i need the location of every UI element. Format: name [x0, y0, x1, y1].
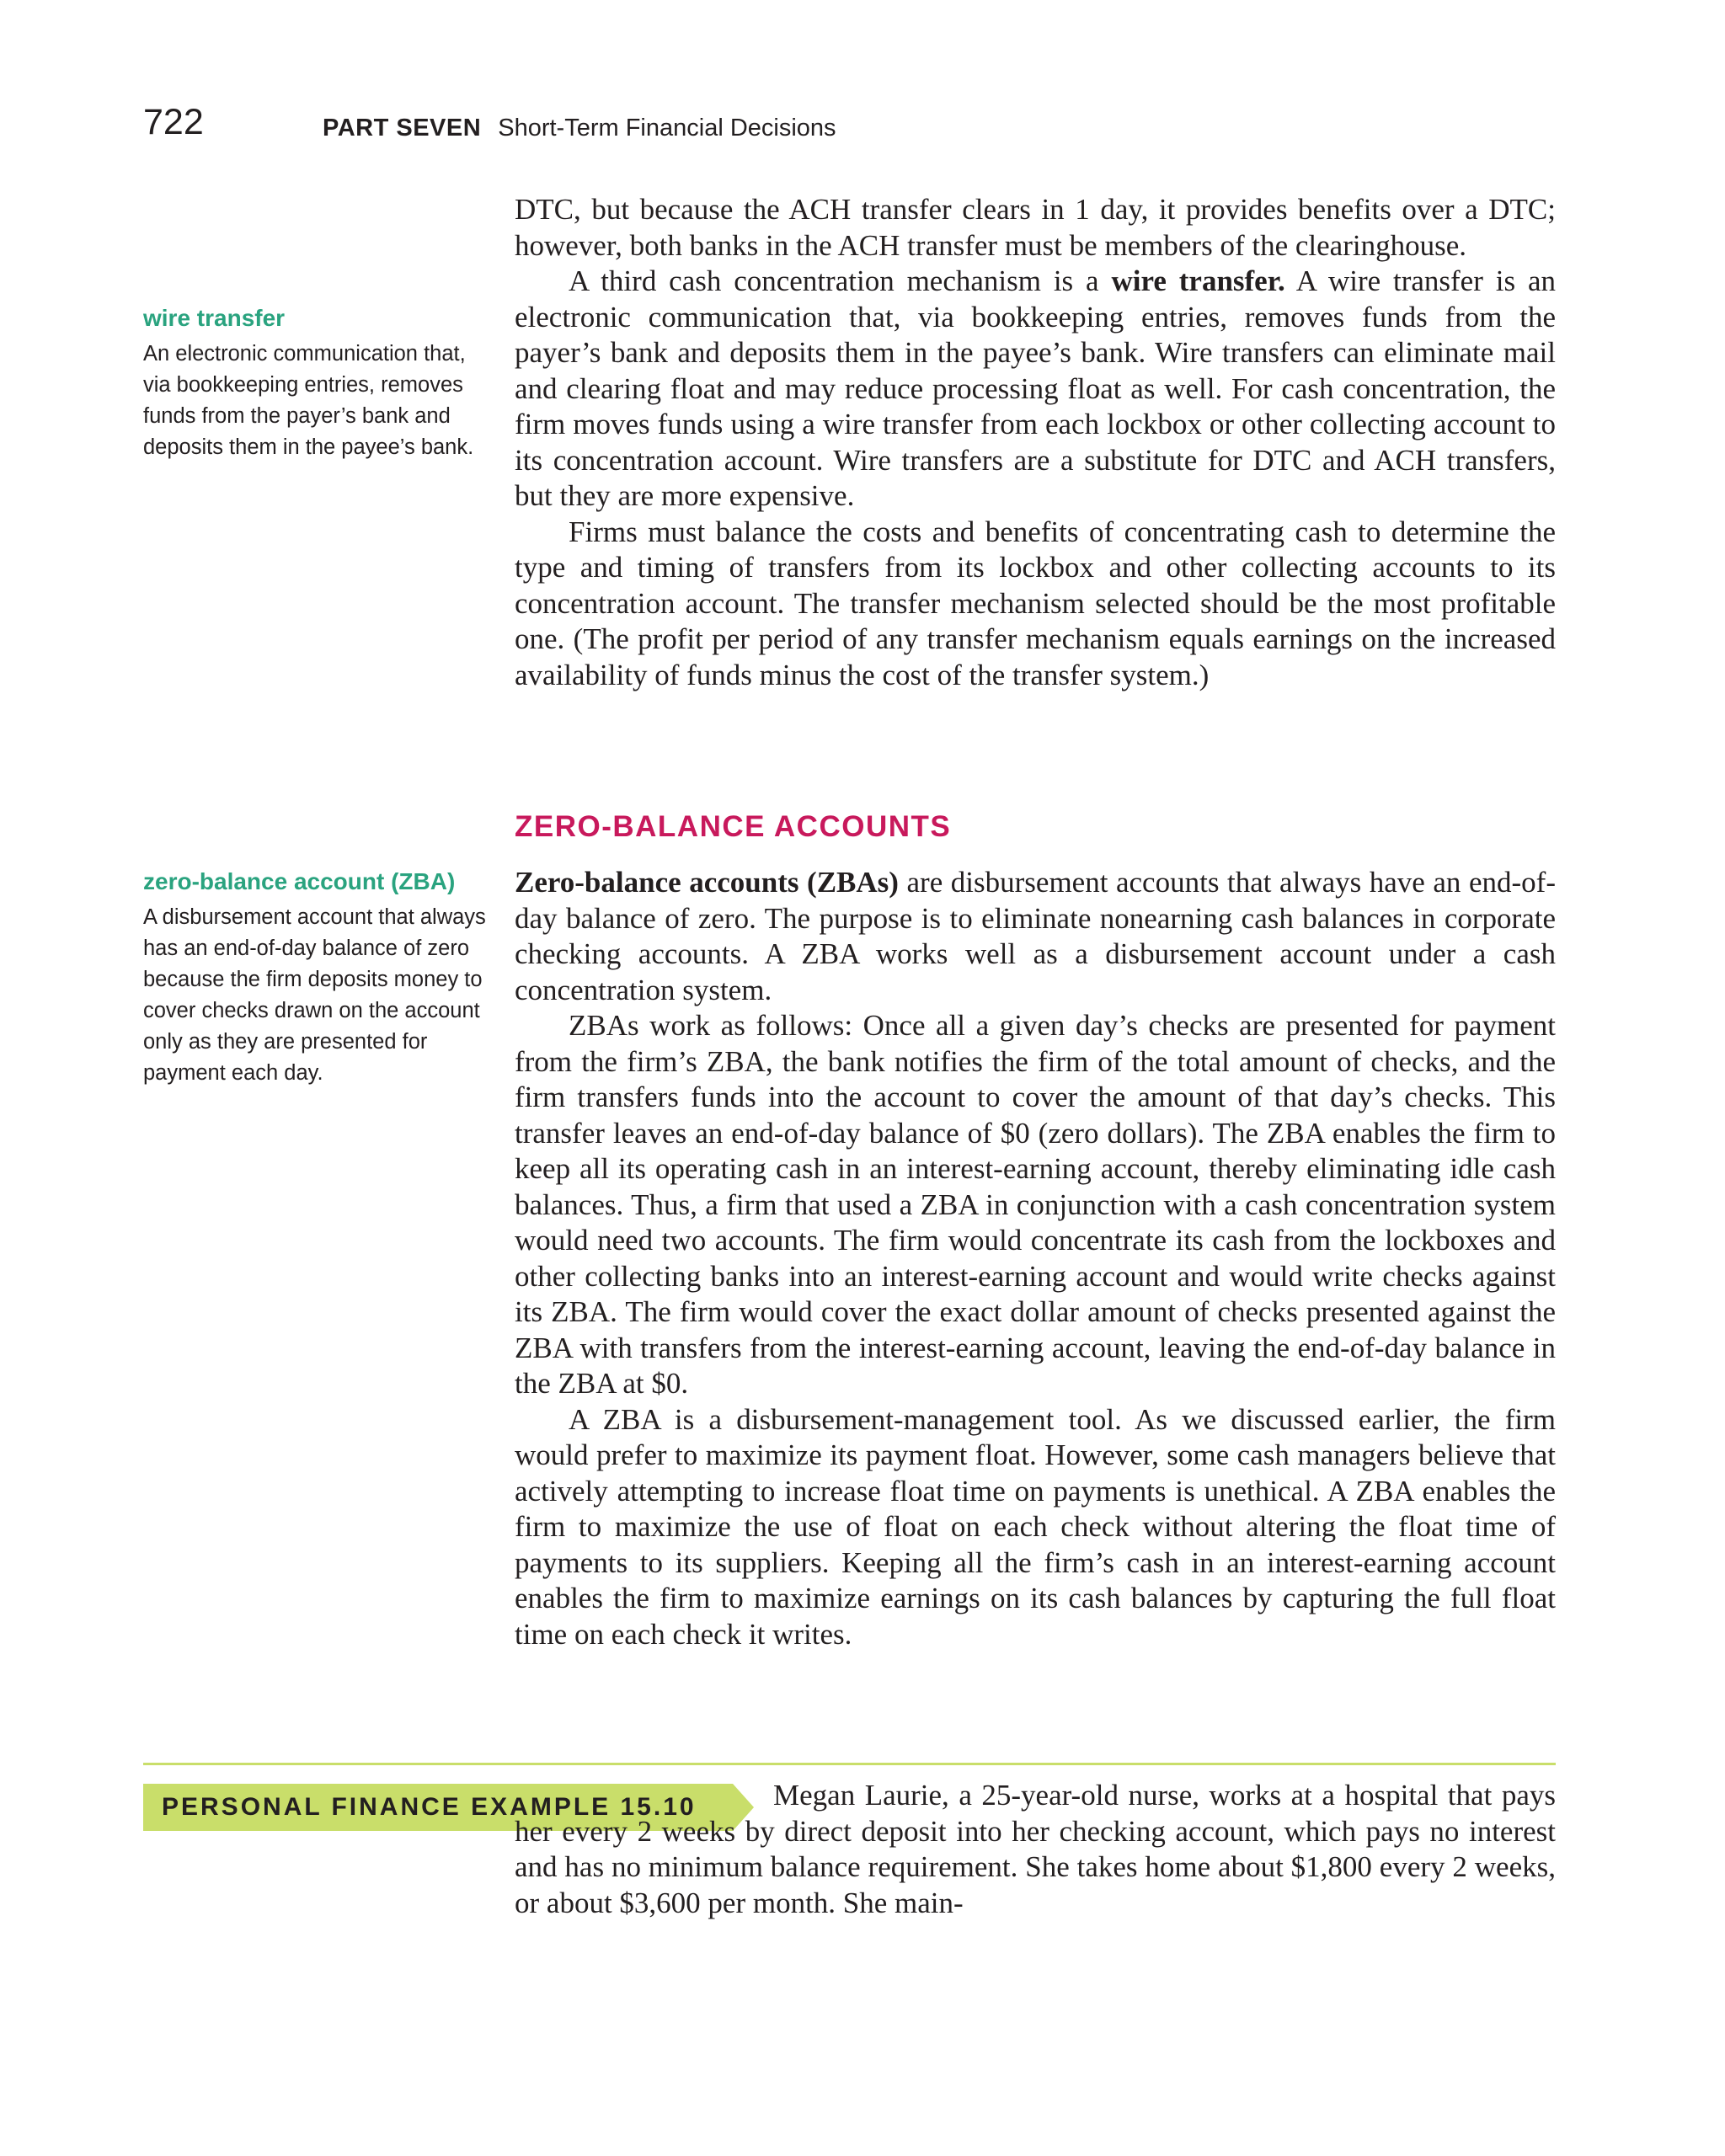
running-header	[143, 99, 1575, 150]
part-title: Short-Term Financial Decisions	[498, 115, 836, 141]
paragraph	[515, 1778, 1556, 1921]
example-body: Megan Laurie, a 25-year-old nurse, works at a hospital that pays her every 2 weeks by direct deposit into her checking account, which pays no interest and has no minimum balance requirement. She takes home about $1,800 every 2 weeks, or about $3,600 per month. She main-	[515, 1779, 1556, 1919]
margin-note-wire-transfer	[143, 302, 489, 463]
paragraph: DTC, but because the ACH transfer clears in 1 day, it provides benefits over a DTC; however, both banks in the ACH transfer must be members of the clearinghouse.	[515, 193, 1556, 262]
key-term: wire transfer.	[1111, 264, 1285, 297]
margin-term: zero-balance account (ZBA)	[143, 868, 456, 894]
paragraph: ZBAs work as follows: Once all a given day’s checks are presented for payment from the firm’s ZBA, the bank notifies the firm of the total amount of checks, and the firm transfers funds into the account to cover the amount of that day’s checks. This transfer leaves an end-of-day balance of $0 (zero dollars). The ZBA enables the firm to keep all its operating cash in an interest-earning account, thereby eliminating idle cash balances. Thus, a firm that used a ZBA in conjunction with a cash concentration system would need two accounts. The firm would concentrate its cash from the lockboxes and other collecting banks into an interest-earning account and would write checks against its ZBA. The firm would cover the exact dollar amount of checks presented against the ZBA with transfers from the interest-earning account, leaving the end-of-day balance in the ZBA at $0.	[515, 1009, 1556, 1400]
running-head	[323, 111, 836, 145]
margin-note-zero-balance-account	[143, 865, 489, 1089]
paragraph: Firms must balance the costs and benefits of concentrating cash to determine the type and timing of transfers from its lockbox and other collecting accounts to its concentration account. The transfer mechanism selected should be the most profitable one. (The profit per period of any transfer mechanism equals earnings on the increased availability of funds minus the cost of the transfer system.)	[515, 515, 1556, 691]
page-number: 722	[143, 102, 204, 142]
example-divider	[143, 1763, 1556, 1765]
example-label: PERSONAL FINANCE EXAMPLE 15.10	[162, 1793, 697, 1821]
example-text	[515, 1778, 1556, 1921]
margin-term: wire transfer	[143, 305, 286, 331]
body-text-cash-concentration	[515, 192, 1556, 693]
text: A third cash concentration mechanism is a	[569, 264, 1112, 297]
text: are disbursement accounts that always have an end-of-day balance of zero. The purpose is to eliminate nonearning cash balances in corporate checking accounts. A ZBA works well as a disbursement account under a cash concentration system.	[515, 866, 1556, 1006]
paragraph-zba-definition	[515, 865, 1556, 1008]
part-label: PART SEVEN	[323, 115, 482, 141]
text: A wire transfer is an electronic communication that, via bookkeeping entries, removes funds from the payer’s bank and deposits them in the payee’s bank. Wire transfers can eliminate mail and clearing float and may reduce processing float as well. For cash concentration, the firm moves funds using a wire transfer from each lockbox or other collecting account to its concentration account. Wire transfers are a substitute for DTC and ACH transfers, but they are more expensive.	[515, 264, 1556, 512]
section-heading: ZERO-BALANCE ACCOUNTS	[515, 810, 952, 843]
body-text-zero-balance-accounts	[515, 865, 1556, 1652]
paragraph-wire-transfer	[515, 264, 1556, 515]
paragraph: A ZBA is a disbursement-management tool. As we discussed earlier, the firm would prefer to maximize its payment float. However, some cash managers believe that actively attempting to increase float time on payments is unethical. A ZBA enables the firm to maximize the use of float on each check without altering the float time of payments to its suppliers. Keeping all the firm’s cash in an interest-earning account enables the firm to maximize earnings on its cash balances by capturing the full float time on each check it writes.	[515, 1402, 1556, 1651]
margin-definition: A disbursement account that always has an end-of-day balance of zero because the firm deposits money to cover checks drawn on the account only as they are presented for payment each day.	[143, 905, 486, 1085]
margin-definition: An electronic communication that, via bookkeeping entries, removes funds from the payer’s bank and deposits them in the payee’s bank.	[143, 342, 474, 459]
key-term: Zero-balance accounts (ZBAs)	[515, 866, 899, 899]
